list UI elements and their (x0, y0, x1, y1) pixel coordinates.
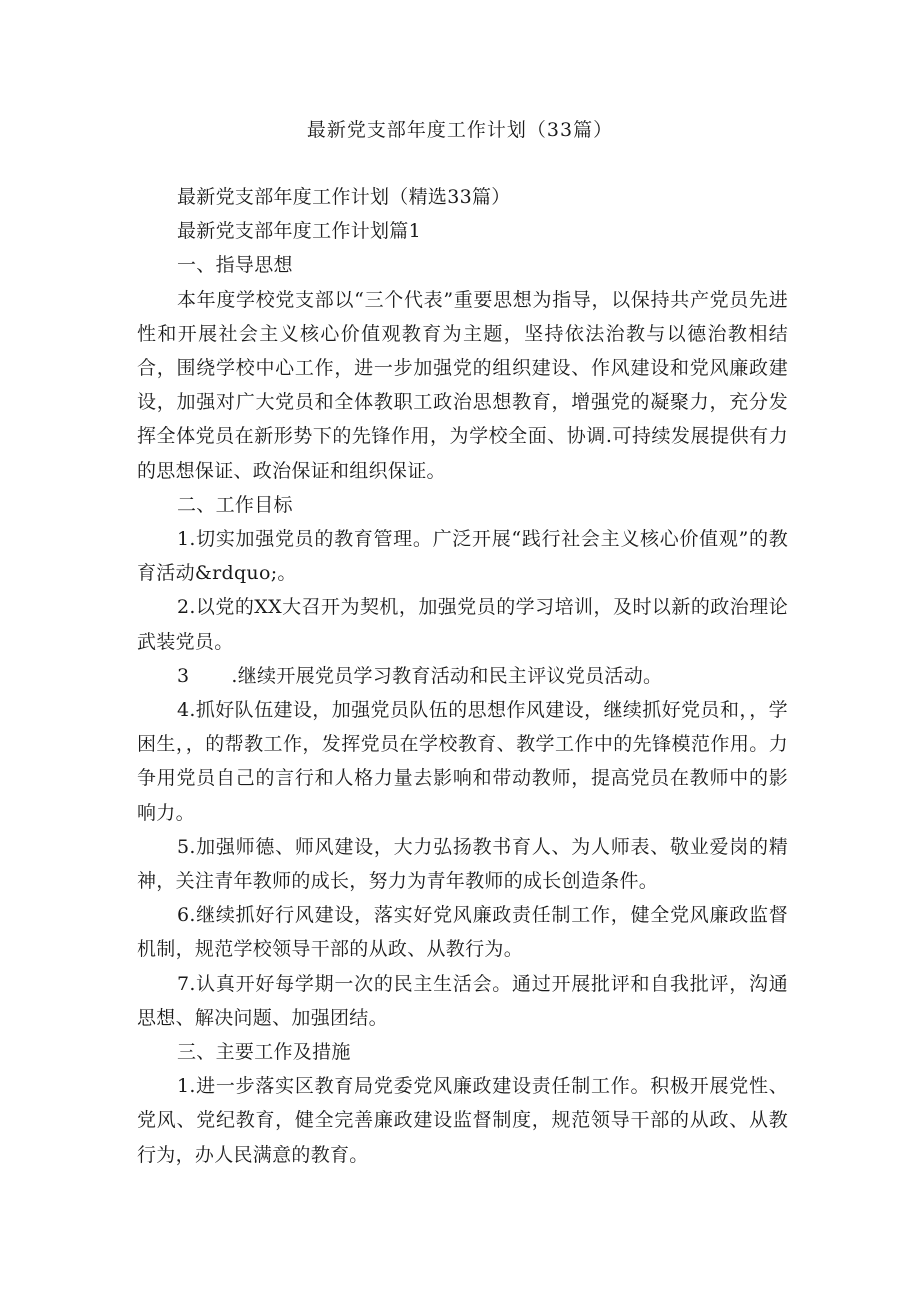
goal-item-7 (137, 967, 788, 1035)
article-heading: 最新党支部年度工作计划篇1 (177, 220, 421, 243)
goal-item-number: 3 (177, 664, 190, 687)
goal-item-text: .加强师德、师风建设，大力弘扬教书育人、为人师表、敬业爱岗的精神，关注青年教师的成长，努力为青年教师的成长创造条件。 (137, 835, 788, 893)
goal-item-number: 7 (177, 972, 190, 995)
section-3-heading: 三、主要工作及措施 (177, 1041, 351, 1064)
goal-item-number: 6 (177, 904, 190, 927)
section-1-heading: 一、指导思想 (177, 254, 293, 277)
goal-item-text: .切实加强党员的教育管理。广泛开展“践行社会主义核心价值观”的教育活动&rdquo;。 (137, 528, 788, 585)
subtitle: 最新党支部年度工作计划（精选33篇） (177, 186, 511, 208)
goal-item-4 (137, 693, 788, 830)
goal-item-text: .认真开好每学期一次的民主生活会。通过开展批评和自我批评，沟通思想、解决问题、加强团结。 (137, 972, 788, 1029)
section-2-heading: 二、工作目标 (177, 493, 293, 516)
goal-item-number: 5 (177, 835, 190, 858)
measure-item-1: 1.进一步落实区教育局党委党风廉政建设责任制工作。积极开展党性、党风、党纪教育，健全完善廉政建设监督制度，规范领导干部的从政、从教行为，办人民满意的教育。 (137, 1075, 788, 1166)
document-body (137, 180, 788, 1172)
document-title: 最新党支部年度工作计划（33篇） (306, 119, 614, 141)
goal-item-6 (137, 898, 788, 966)
section-1-paragraph: 本年度学校党支部以“三个代表”重要思想为指导，以保持共产党员先进性和开展社会主义核心价值观教育为主题，坚持依法治教与以德治教相结合，围绕学校中心工作，进一步加强党的组织建设、作风建设和党风廉政建设，加强对广大党员和全体教职工政治思想教育，增强党的凝聚力，充分发挥全体党员在新形势下的先锋作用，为学校全面、协调.可持续发展提供有力的思想保证、政治保证和组织保证。 (137, 288, 788, 482)
goal-item-number: 4 (177, 699, 190, 722)
goal-item-5 (137, 830, 788, 898)
goal-item-3 (137, 659, 788, 693)
goal-item-number: 2 (177, 596, 190, 619)
goal-item-text: .抓好队伍建设，加强党员队伍的思想作风建设，继续抓好党员和，，学困生，，的帮教工作，发挥党员在学校教育、教学工作中的先锋模范作用。力争用党员自己的言行和人格力量去影响和带动教师，提高党员在教师中的影响力。 (137, 699, 788, 824)
goal-item-1 (137, 522, 788, 590)
goal-item-text: .继续抓好行风建设，落实好党风廉政责任制工作，健全党风廉政监督机制，规范学校领导干部的从政、从教行为。 (137, 904, 788, 961)
goal-item-text: .以党的XX大召开为契机，加强党员的学习培训，及时以新的政治理论武装党员。 (137, 596, 788, 653)
goal-item-2 (137, 590, 788, 658)
goal-item-number: 1 (177, 528, 190, 551)
goal-item-text: .继续开展党员学习教育活动和民主评议党员活动。 (231, 664, 663, 687)
